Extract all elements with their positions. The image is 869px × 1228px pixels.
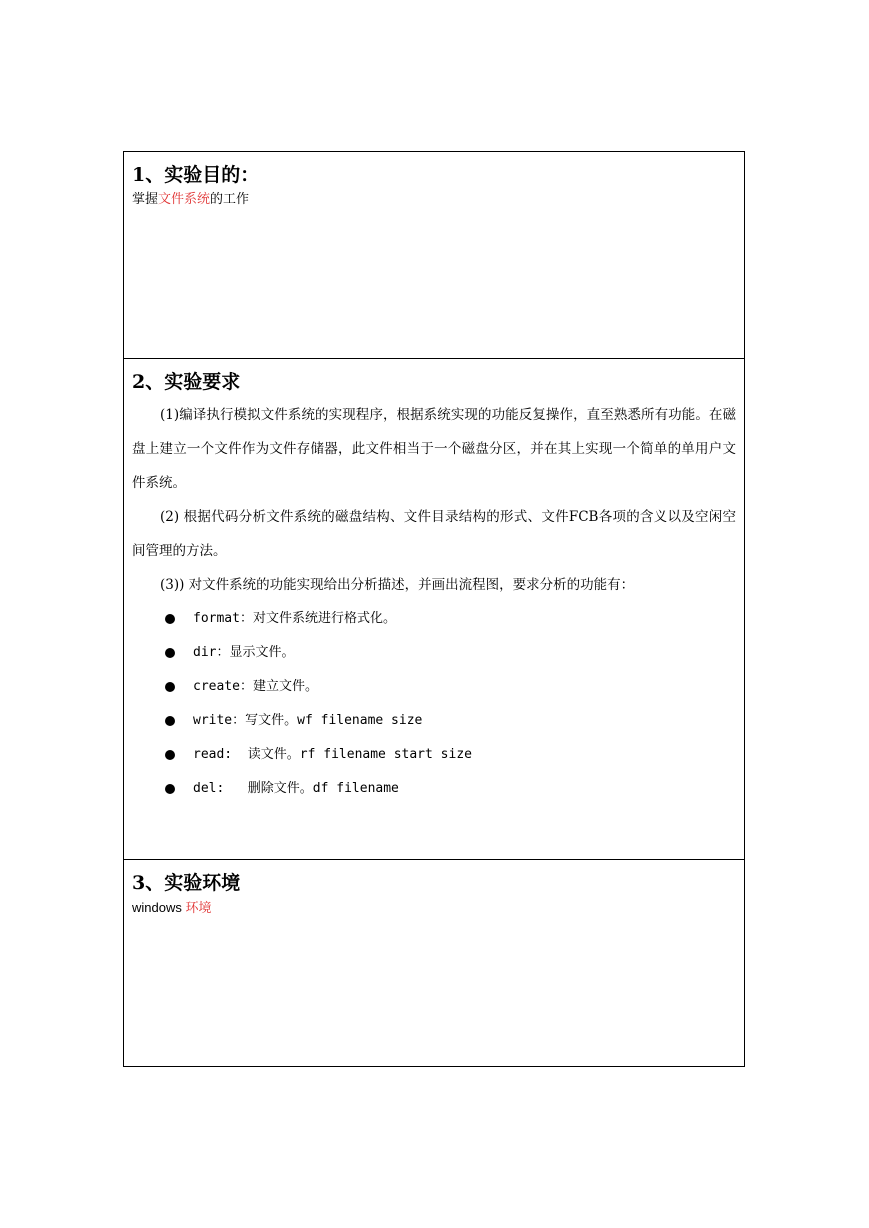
section-purpose [124, 152, 744, 359]
bullet-icon [165, 648, 175, 658]
function-text-dir: dir：显示文件。 [193, 645, 295, 660]
section-heading-requirements: 2、实验要求 [132, 371, 241, 393]
function-text-create: create：建立文件。 [193, 679, 318, 694]
purpose-text-before: 掌握 [132, 192, 159, 207]
function-list [132, 602, 736, 806]
function-text-format: format：对文件系统进行格式化。 [193, 611, 396, 626]
function-text-read: read: 读文件。rf filename start size [193, 747, 472, 762]
function-text-del: del: 删除文件。df filename [193, 781, 399, 796]
function-item-format [132, 602, 736, 636]
section-heading-purpose: 1、实验目的： [132, 164, 260, 186]
function-item-create [132, 670, 736, 704]
function-item-write [132, 704, 736, 738]
purpose-text-after: 的工作 [210, 192, 250, 207]
function-item-dir [132, 636, 736, 670]
environment-text [132, 899, 736, 917]
purpose-text [132, 191, 736, 209]
function-text-write: write：写文件。wf filename size [193, 713, 423, 728]
environment-text-plain: windows [132, 900, 186, 915]
bullet-icon [165, 784, 175, 794]
requirement-paragraph-3: (3)) 对文件系统的功能实现给出分析描述，并画出流程图，要求分析的功能有： [160, 577, 635, 593]
section-requirements [124, 359, 744, 860]
bullet-icon [165, 750, 175, 760]
function-item-read [132, 738, 736, 772]
section-heading-environment: 3、实验环境 [132, 872, 241, 894]
bullet-icon [165, 614, 175, 624]
experiment-table [123, 151, 745, 1067]
purpose-text-highlight: 文件系统 [158, 192, 211, 207]
requirement-paragraph-1: (1)编译执行模拟文件系统的实现程序，根据系统实现的功能反复操作，直至熟悉所有功能。在磁盘上建立一个文件作为文件存储器，此文件相当于一个磁盘分区，并在其上实现一个简单的单用户文件系统。 [132, 407, 736, 491]
function-item-del [132, 772, 736, 806]
requirement-paragraph-2: (2) 根据代码分析文件系统的磁盘结构、文件目录结构的形式、文件FCB各项的含义以及空闲空间管理的方法。 [132, 509, 736, 559]
section-environment [124, 860, 744, 1066]
environment-text-highlight: 环境 [185, 900, 212, 915]
bullet-icon [165, 682, 175, 692]
bullet-icon [165, 716, 175, 726]
